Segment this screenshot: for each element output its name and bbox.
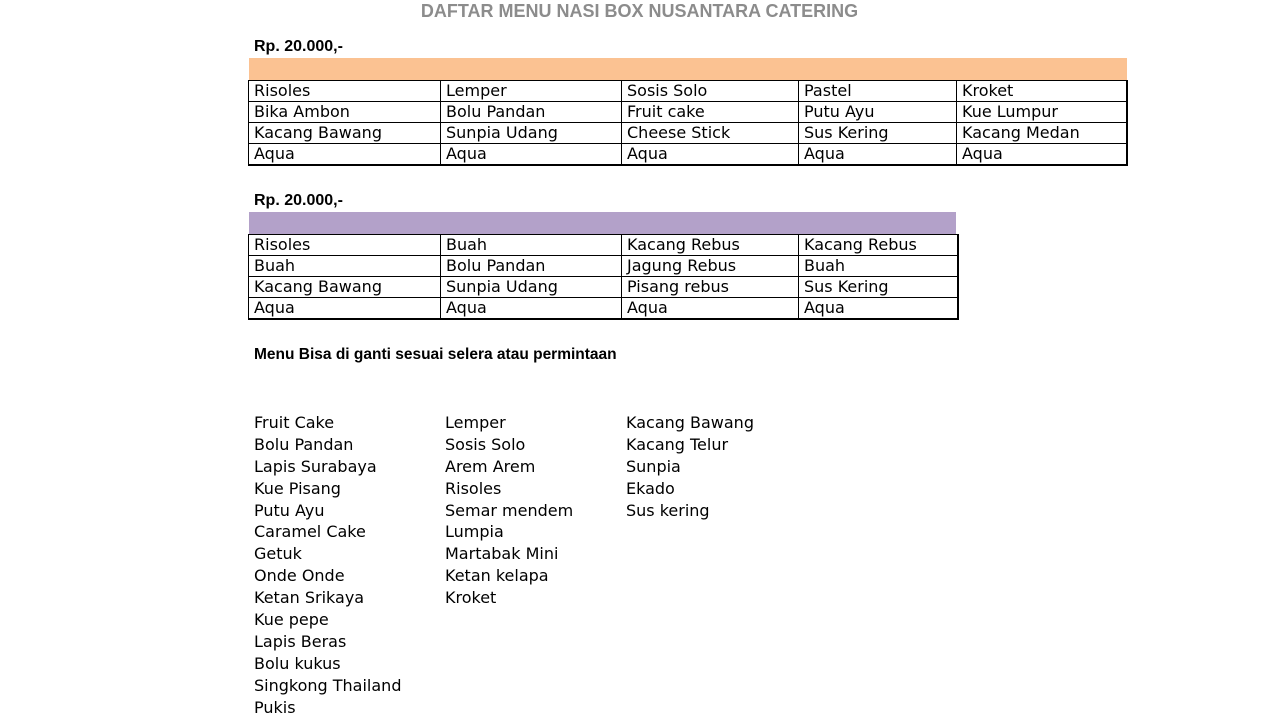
menu-cell: Cheese Stick — [622, 123, 799, 144]
menu-cell: Aqua — [957, 144, 1127, 166]
package2-price: Rp. 20.000,- — [254, 192, 343, 209]
list-item: Kacang Bawang — [626, 413, 754, 432]
table-row — [249, 81, 1127, 102]
menu-cell: Bolu Pandan — [441, 256, 622, 277]
menu-cell: Aqua — [441, 298, 622, 320]
menu-cell: Sus Kering — [799, 123, 957, 144]
list-item: Lapis Beras — [254, 631, 347, 651]
package1-table — [248, 80, 1128, 166]
table-row — [249, 144, 1127, 166]
menu-cell: Lemper — [441, 81, 622, 102]
table-row — [249, 256, 958, 277]
menu-cell: Pisang rebus — [622, 277, 799, 298]
menu-cell: Kue Lumpur — [957, 102, 1127, 123]
list-item: Caramel Cake — [254, 522, 366, 542]
table-row — [249, 298, 958, 320]
menu-cell: Buah — [441, 235, 622, 256]
menu-note: Menu Bisa di ganti sesuai selera atau permintaan — [254, 346, 617, 363]
menu-cell: Kacang Rebus — [799, 235, 958, 256]
options-column-3 — [626, 412, 754, 521]
package2-header-band — [249, 212, 956, 234]
options-column-2 — [445, 412, 573, 609]
list-item: Ekado — [626, 478, 675, 498]
list-item: Risoles — [445, 478, 502, 498]
menu-cell: Pastel — [799, 81, 957, 102]
menu-cell: Kacang Rebus — [622, 235, 799, 256]
menu-cell: Risoles — [249, 235, 441, 256]
table-row — [249, 235, 958, 256]
list-item: Putu Ayu — [254, 500, 325, 520]
package1-header-band — [249, 58, 1127, 80]
menu-cell: Aqua — [622, 144, 799, 166]
menu-cell: Putu Ayu — [799, 102, 957, 123]
menu-cell: Aqua — [622, 298, 799, 320]
list-item: Bolu Pandan — [254, 434, 354, 454]
menu-cell: Aqua — [441, 144, 622, 166]
table-row — [249, 123, 1127, 144]
list-item: Lapis Surabaya — [254, 456, 377, 476]
menu-cell: Risoles — [249, 81, 441, 102]
list-item: Lumpia — [445, 522, 504, 542]
menu-cell: Sunpia Udang — [441, 277, 622, 298]
list-item: Singkong Thailand — [254, 675, 402, 695]
menu-cell: Aqua — [249, 144, 441, 166]
list-item: Kue pepe — [254, 610, 329, 630]
menu-cell: Buah — [249, 256, 441, 277]
list-item: Bolu kukus — [254, 653, 341, 673]
list-item: Pukis — [254, 697, 296, 717]
options-column-1 — [254, 412, 401, 718]
table-row — [249, 277, 958, 298]
list-item: Kue Pisang — [254, 478, 341, 498]
menu-cell: Kacang Medan — [957, 123, 1127, 144]
list-item: Arem Arem — [445, 456, 536, 476]
list-item: Sunpia — [626, 456, 681, 476]
menu-cell: Kacang Bawang — [249, 123, 441, 144]
menu-cell: Buah — [799, 256, 958, 277]
list-item: Fruit Cake — [254, 413, 335, 432]
list-item: Ketan Srikaya — [254, 588, 365, 608]
list-item: Martabak Mini — [445, 544, 559, 564]
table-row — [249, 102, 1127, 123]
package2-table — [248, 234, 959, 320]
list-item: Semar mendem — [445, 500, 574, 520]
menu-cell: Aqua — [799, 298, 958, 320]
list-item: Sus kering — [626, 500, 710, 520]
menu-cell: Sosis Solo — [622, 81, 799, 102]
list-item: Onde Onde — [254, 566, 345, 586]
menu-cell: Sunpia Udang — [441, 123, 622, 144]
menu-cell: Kroket — [957, 81, 1127, 102]
list-item: Lemper — [445, 413, 506, 432]
page-title: DAFTAR MENU NASI BOX NUSANTARA CATERING — [420, 1, 859, 21]
menu-cell: Bolu Pandan — [441, 102, 622, 123]
menu-cell: Jagung Rebus — [622, 256, 799, 277]
list-item: Kroket — [445, 588, 497, 608]
list-item: Kacang Telur — [626, 434, 729, 454]
list-item: Sosis Solo — [445, 434, 526, 454]
menu-cell: Fruit cake — [622, 102, 799, 123]
menu-cell: Aqua — [799, 144, 957, 166]
list-item: Ketan kelapa — [445, 566, 549, 586]
package1-price: Rp. 20.000,- — [254, 38, 343, 55]
menu-cell: Kacang Bawang — [249, 277, 441, 298]
menu-cell: Bika Ambon — [249, 102, 441, 123]
menu-cell: Aqua — [249, 298, 441, 320]
menu-cell: Sus Kering — [799, 277, 958, 298]
list-item: Getuk — [254, 544, 302, 564]
